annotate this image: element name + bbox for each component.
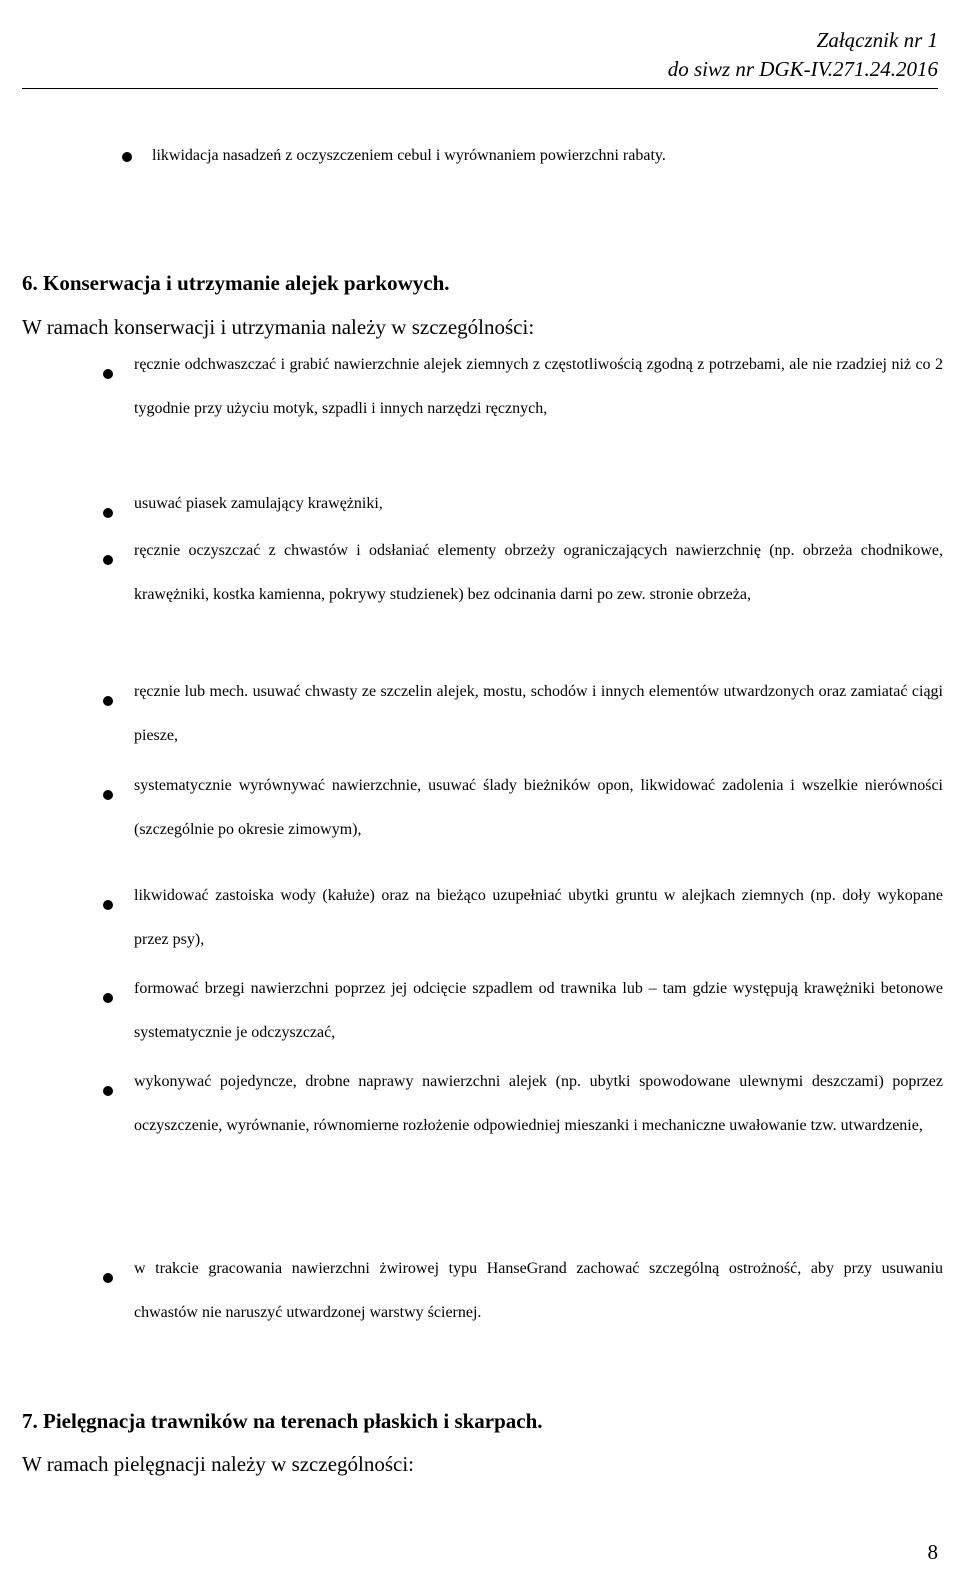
tender-reference: do siwz nr DGK-IV.271.24.2016	[667, 57, 938, 81]
list-item-text: likwidacja nasadzeń z oczyszczeniem cebul i wyrównaniem powierzchni rabaty.	[152, 147, 666, 164]
list-item-text: usuwać piasek zamulający krawężniki,	[134, 495, 383, 512]
bullet-icon	[103, 900, 113, 910]
section-6-heading: 6. Konserwacja i utrzymanie alejek parkowych.	[22, 271, 450, 295]
list-item-text: ręcznie odchwaszczać i grabić nawierzchnie alejek ziemnych z częstotliwością zgodną z potrzebami, ale nie rzadziej niż co 2 tygodnie przy użyciu motyk, szpadli i innych narzędzi ręcznych,	[134, 356, 943, 417]
list-item-text: w trakcie gracowania nawierzchni żwirowej typu HanseGrand zachować szczególną ostrożność, aby przy usuwaniu chwastów nie naruszyć utwardzonej warstwy ściernej.	[134, 1260, 943, 1321]
section-7-intro: W ramach pielęgnacji należy w szczególności:	[22, 1452, 415, 1476]
section-7-heading: 7. Pielęgnacja trawników na terenach płaskich i skarpach.	[22, 1409, 543, 1433]
document-header	[668, 26, 938, 84]
list-item-text: formować brzegi nawierzchni poprzez jej odcięcie szpadlem od trawnika lub – tam gdzie występują krawężniki betonowe systematycznie je odczyszczać,	[134, 980, 943, 1041]
bullet-icon	[122, 152, 132, 162]
bullet-icon	[103, 696, 113, 706]
header-divider	[22, 88, 938, 89]
bullet-icon	[103, 508, 113, 518]
section-6-intro: W ramach konserwacji i utrzymania należy w szczególności:	[22, 315, 535, 339]
list-item-text: ręcznie lub mech. usuwać chwasty ze szczelin alejek, mostu, schodów i innych elementów utwardzonych oraz zamiatać ciągi piesze,	[134, 683, 943, 744]
bullet-icon	[103, 1086, 113, 1096]
list-item-text: likwidować zastoiska wody (kałuże) oraz na bieżąco uzupełniać ubytki gruntu w alejkach ziemnych (np. doły wykopane przez psy),	[134, 887, 943, 948]
annex-label: Załącznik nr 1	[816, 28, 938, 52]
bullet-icon	[103, 1273, 113, 1283]
list-item-text: wykonywać pojedyncze, drobne naprawy nawierzchni alejek (np. ubytki spowodowane ulewnymi deszczami) poprzez oczyszczenie, wyrównanie, równomierne rozłożenie odpowiedniej mieszanki i mechaniczne uwałowanie tzw. utwardzenie,	[134, 1073, 943, 1134]
bullet-icon	[103, 993, 113, 1003]
bullet-icon	[103, 555, 113, 565]
list-item-text: ręcznie oczyszczać z chwastów i odsłaniać elementy obrzeży ograniczających nawierzchnię (np. obrzeża chodnikowe, krawężniki, kostka kamienna, pokrywy studzienek) bez odcinania darni po zew. stronie obrzeża,	[134, 542, 943, 603]
bullet-icon	[103, 369, 113, 379]
bullet-icon	[103, 790, 113, 800]
page-number: 8	[927, 1540, 938, 1564]
list-item-text: systematycznie wyrównywać nawierzchnie, usuwać ślady bieżników opon, likwidować zadolenia i wszelkie nierówności (szczególnie po okresie zimowym),	[134, 777, 943, 838]
